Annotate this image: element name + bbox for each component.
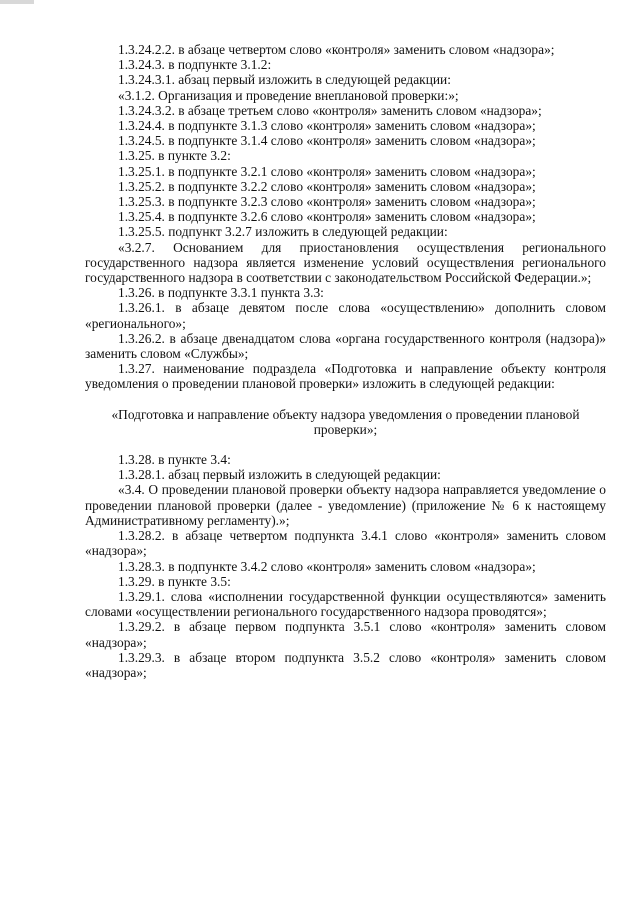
paragraph-1-3-29-2: 1.3.29.2. в абзаце первом подпункта 3.5.1 слово «контроля» заменить словом «надзора»; xyxy=(85,619,606,650)
paragraph-1-3-24-2-2: 1.3.24.2.2. в абзаце четвертом слово «контроля» заменить словом «надзора»; xyxy=(118,42,555,57)
paragraph-1-3-26-1: 1.3.26.1. в абзаце девятом после слова «осуществлению» дополнить словом «регионального»; xyxy=(85,300,606,331)
paragraph-1-3-28-1: 1.3.28.1. абзац первый изложить в следующей редакции: xyxy=(118,467,441,483)
spacer xyxy=(85,437,606,452)
paragraph-1-3-25-3: 1.3.25.3. в подпункте 3.2.3 слово «контроля» заменить словом «надзора»; xyxy=(118,194,536,210)
paragraph-1-3-26: 1.3.26. в подпункте 3.3.1 пункта 3.3: xyxy=(118,285,324,301)
paragraph-quote-3-1-2: «3.1.2. Организация и проведение внеплановой проверки:»; xyxy=(118,87,459,103)
paragraph-1-3-24-3-1: 1.3.24.3.1. абзац первый изложить в следующей редакции: xyxy=(118,72,451,88)
paragraph-1-3-25-1: 1.3.25.1. в подпункте 3.2.1 слово «контроля» заменить словом «надзора»; xyxy=(118,163,536,179)
paragraph-1-3-25-2: 1.3.25.2. в подпункте 3.2.2 слово «контроля» заменить словом «надзора»; xyxy=(118,178,536,194)
paragraph-1-3-26-2: 1.3.26.2. в абзаце двенадцатом слова «органа государственного контроля (надзора)» заменить словом «Службы»; xyxy=(85,330,606,362)
paragraph-1-3-29: 1.3.29. в пункте 3.5: xyxy=(118,573,231,589)
paragraph-1-3-25-4: 1.3.25.4. в подпункте 3.2.6 слово «контроля» заменить словом «надзора»; xyxy=(118,209,536,225)
paragraph-1-3-27: 1.3.27. наименование подраздела «Подготовка и направление объекту контроля уведомления о проведении плановой проверки» изложить в следующей редакции: xyxy=(85,361,606,392)
paragraph-1-3-29-3: 1.3.29.3. в абзаце втором подпункта 3.5.2 слово «контроля» заменить словом «надзора»; xyxy=(85,649,606,680)
paragraph-1-3-24-3-2: 1.3.24.3.2. в абзаце третьем слово «контроля» заменить словом «надзора»; xyxy=(118,102,542,118)
paragraph-1-3-24-5: 1.3.24.5. в подпункте 3.1.4 слово «контроля» заменить словом «надзора»; xyxy=(118,133,536,149)
spacer xyxy=(85,392,606,407)
paragraph-quote-3-4: «3.4. О проведении плановой проверки объекту надзора направляется уведомление о проведении плановой проверки (далее - уведомление) (приложение № 6 к настоящему Административному регламенту).»; xyxy=(85,482,606,528)
paragraph-1-3-28-3: 1.3.28.3. в подпункте 3.4.2 слово «контроля» заменить словом «надзора»; xyxy=(118,558,536,574)
document-body xyxy=(85,42,606,680)
paragraph-1-3-28: 1.3.28. в пункте 3.4: xyxy=(118,452,231,468)
paragraph-quote-3-2-7: «3.2.7. Основанием для приостановления осуществления регионального государственного надзора является изменение условий осуществления регионального государственного надзора в соответствии с законодательством Российской Федерации.»; xyxy=(85,239,606,286)
scan-corner-mark xyxy=(0,0,34,4)
paragraph-1-3-24-3: 1.3.24.3. в подпункте 3.1.2: xyxy=(118,57,272,73)
paragraph-1-3-25: 1.3.25. в пункте 3.2: xyxy=(118,148,231,164)
paragraph-1-3-25-5: 1.3.25.5. подпункт 3.2.7 изложить в следующей редакции: xyxy=(118,224,448,240)
paragraph-1-3-24-4: 1.3.24.4. в подпункте 3.1.3 слово «контроля» заменить словом «надзора»; xyxy=(118,118,536,134)
section-heading-quote: «Подготовка и направление объекту надзора уведомления о проведении плановой проверки»; xyxy=(111,406,580,437)
paragraph-1-3-28-2: 1.3.28.2. в абзаце четвертом подпункта 3.4.1 слово «контроля» заменить словом «надзора»; xyxy=(85,528,606,559)
paragraph-1-3-29-1: 1.3.29.1. слова «исполнении государственной функции осуществляются» заменить словами «осуществлении регионального государственного надзора проводятся»; xyxy=(85,588,606,620)
